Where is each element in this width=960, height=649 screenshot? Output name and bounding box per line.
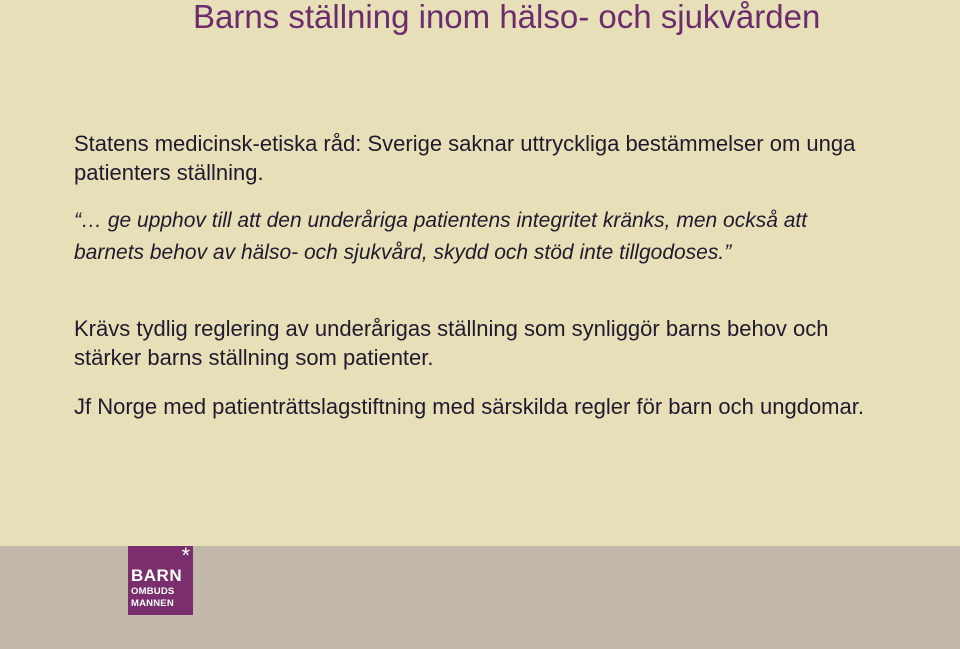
logo-line-barn: BARN [131, 566, 183, 585]
logo-star-icon: * [181, 543, 190, 568]
paragraph-norge: Jf Norge med patienträttslagstiftning med särskilda regler för barn och ungdomar. [74, 394, 864, 419]
barnombudsmannen-logo [128, 543, 193, 615]
paragraph-reglering: Krävs tydlig reglering av underårigas ställning som synliggör barns behov och stärker barns ställning som patienter. [74, 316, 829, 370]
paragraph-statens-rad: Statens medicinsk-etiska råd: Sverige saknar uttryckliga bestämmelser om unga patienters ställning. [74, 131, 856, 185]
quote-text: “… ge upphov till att den underåriga patientens integritet kränks, men också att barnets behov av hälso- och sjukvård, skydd och stöd inte tillgodoses.” [74, 209, 808, 264]
slide-title: Barns ställning inom hälso- och sjukvården [193, 0, 821, 35]
logo-line-mannen: MANNEN [131, 598, 174, 609]
logo-line-ombuds: OMBUDS [131, 586, 175, 597]
